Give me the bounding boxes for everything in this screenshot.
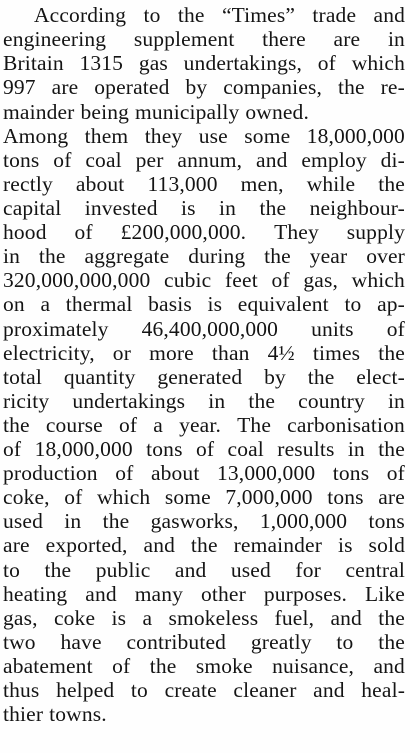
- word: quantity: [63, 365, 136, 389]
- word: on: [3, 292, 25, 316]
- word: many: [134, 582, 184, 606]
- word: and: [256, 148, 288, 172]
- word: public: [95, 558, 151, 582]
- word: the: [38, 244, 66, 268]
- word: proximately: [3, 317, 109, 341]
- word: over: [366, 244, 405, 268]
- word: more: [149, 341, 194, 365]
- word: some: [164, 485, 211, 509]
- word: “Times”: [221, 3, 296, 27]
- word: and: [373, 3, 405, 27]
- word: mainder: [3, 100, 75, 124]
- word: gas,: [3, 606, 38, 630]
- word: smoke: [195, 654, 253, 678]
- word: year.: [179, 413, 222, 437]
- word: annum,: [177, 148, 243, 172]
- word: employ: [301, 148, 367, 172]
- word: them: [84, 124, 129, 148]
- word: remainder: [233, 533, 323, 557]
- word: basis: [148, 292, 192, 316]
- word: undertakings: [72, 389, 186, 413]
- word: According: [34, 3, 127, 27]
- word: a: [40, 292, 51, 316]
- word: which: [351, 51, 405, 75]
- word: used: [3, 509, 44, 533]
- word: generated: [157, 365, 243, 389]
- word: by: [185, 75, 208, 99]
- word: helped: [56, 678, 115, 702]
- word: units: [311, 317, 354, 341]
- word: of: [317, 51, 336, 75]
- word: create: [164, 678, 217, 702]
- word: and: [143, 533, 175, 557]
- word: there: [262, 27, 306, 51]
- word: of: [64, 485, 83, 509]
- word: coal: [227, 437, 264, 461]
- word: in: [64, 509, 82, 533]
- word: supplement: [133, 27, 235, 51]
- word: fuel,: [274, 606, 315, 630]
- word: in: [347, 437, 365, 461]
- word: nuisance,: [272, 654, 355, 678]
- word: 18,000,000: [34, 437, 133, 461]
- word: central: [345, 558, 405, 582]
- word: for: [295, 558, 321, 582]
- word: is: [337, 533, 353, 557]
- word: tons: [3, 148, 40, 172]
- word: They: [274, 220, 319, 244]
- word: ricity: [3, 389, 50, 413]
- word: neighbour-: [309, 196, 405, 220]
- word: use: [198, 124, 228, 148]
- word: are: [51, 75, 79, 99]
- word: ap-: [377, 292, 405, 316]
- word: of: [115, 461, 134, 485]
- word: rectly: [3, 172, 53, 196]
- word: to: [344, 292, 362, 316]
- word: coal: [85, 148, 122, 172]
- word: and: [330, 606, 362, 630]
- word: Like: [364, 582, 405, 606]
- word: the: [44, 558, 72, 582]
- word: the: [177, 3, 205, 27]
- word: 4½: [267, 341, 295, 365]
- word: tons: [332, 461, 370, 485]
- word: tons: [368, 509, 405, 533]
- word: the: [378, 172, 405, 196]
- word: during: [188, 244, 246, 268]
- word: country: [298, 389, 365, 413]
- word: trade: [312, 3, 357, 27]
- word: is: [111, 606, 127, 630]
- word: the: [102, 509, 130, 533]
- word: in: [387, 27, 405, 51]
- word: heating: [3, 582, 68, 606]
- word: to: [3, 558, 21, 582]
- word: 997: [3, 75, 36, 99]
- word: of: [118, 413, 138, 437]
- word: 18,000,000: [306, 124, 405, 148]
- word: the: [307, 365, 335, 389]
- word: and: [313, 678, 345, 702]
- word: which: [97, 485, 151, 509]
- word: £200,000,000.: [120, 220, 247, 244]
- word: of: [3, 437, 22, 461]
- word: 13,000,000: [217, 461, 316, 485]
- word: and: [373, 654, 405, 678]
- word: 320,000,000,000: [3, 268, 151, 292]
- word: thier: [3, 702, 44, 726]
- word: the: [378, 437, 405, 461]
- word: cubic: [164, 268, 212, 292]
- word: feet: [225, 268, 258, 292]
- word: municipally: [135, 100, 240, 124]
- word: to: [336, 630, 354, 654]
- word: are: [3, 533, 30, 557]
- word: the: [149, 654, 177, 678]
- word: thus: [3, 678, 40, 702]
- word: while: [306, 172, 356, 196]
- word: are: [378, 485, 405, 509]
- word: coke,: [3, 485, 50, 509]
- word: owned.: [245, 100, 309, 124]
- word: 46,400,000,000: [141, 317, 279, 341]
- word: course: [45, 413, 103, 437]
- word: results: [277, 437, 335, 461]
- word: which: [351, 268, 405, 292]
- word: other: [200, 582, 246, 606]
- word: total: [3, 365, 42, 389]
- word: Britain: [3, 51, 64, 75]
- word: smokeless: [168, 606, 259, 630]
- word: undertakings,: [183, 51, 303, 75]
- word: of: [74, 220, 93, 244]
- word: and: [85, 582, 117, 606]
- word: tons: [327, 485, 364, 509]
- word: invested: [84, 196, 158, 220]
- word: the: [378, 606, 405, 630]
- word: in: [208, 389, 226, 413]
- word: operated: [94, 75, 170, 99]
- word: exported,: [45, 533, 128, 557]
- word: by: [264, 365, 286, 389]
- word: used: [230, 558, 271, 582]
- word: purposes.: [263, 582, 348, 606]
- word: of: [386, 317, 405, 341]
- word: about: [75, 172, 125, 196]
- word: the: [3, 413, 30, 437]
- word: in: [3, 244, 21, 268]
- word: times: [312, 341, 361, 365]
- word: 113,000: [147, 172, 218, 196]
- word: re-: [380, 75, 405, 99]
- word: and: [174, 558, 207, 582]
- word: contributed: [126, 630, 227, 654]
- word: men,: [240, 172, 284, 196]
- word: two: [3, 630, 36, 654]
- word: 1315: [79, 51, 124, 75]
- word: capital: [3, 196, 62, 220]
- word: to: [143, 3, 161, 27]
- word: being: [80, 100, 130, 124]
- word: than: [211, 341, 250, 365]
- word: of: [271, 268, 290, 292]
- word: Among: [3, 124, 69, 148]
- word: the: [378, 630, 405, 654]
- word: about: [150, 461, 200, 485]
- word: di-: [380, 148, 405, 172]
- word: a: [142, 606, 153, 630]
- word: aggregate: [84, 244, 170, 268]
- word: gas: [138, 51, 168, 75]
- word: engineering: [3, 27, 107, 51]
- word: are: [333, 27, 361, 51]
- word: hood: [3, 220, 47, 244]
- word: heal-: [361, 678, 405, 702]
- word: equivalent: [237, 292, 329, 316]
- word: is: [181, 196, 196, 220]
- word: or: [112, 341, 132, 365]
- word: of: [386, 461, 405, 485]
- word: in: [387, 389, 405, 413]
- word: the: [378, 341, 405, 365]
- word: in: [219, 196, 237, 220]
- word: production: [3, 461, 98, 485]
- word: towns.: [49, 702, 107, 726]
- word: some: [244, 124, 291, 148]
- word: 1,000,000: [259, 509, 348, 533]
- word: the: [264, 244, 291, 268]
- word: of: [195, 437, 215, 461]
- word: have: [60, 630, 102, 654]
- word: of: [53, 148, 72, 172]
- word: per: [135, 148, 164, 172]
- word: greatly: [250, 630, 312, 654]
- word: the: [190, 533, 218, 557]
- word: gasworks,: [150, 509, 239, 533]
- word: abatement: [3, 654, 93, 678]
- word: the: [259, 196, 287, 220]
- word: gas,: [303, 268, 338, 292]
- word: tons: [146, 437, 183, 461]
- word: elect-: [356, 365, 405, 389]
- word: the: [337, 75, 365, 99]
- word: year: [309, 244, 348, 268]
- word: supply: [346, 220, 405, 244]
- word: is: [207, 292, 223, 316]
- word: cleaner: [233, 678, 297, 702]
- word: coke: [53, 606, 96, 630]
- word: they: [144, 124, 183, 148]
- word: the: [248, 389, 276, 413]
- word: companies,: [223, 75, 323, 99]
- word: sold: [368, 533, 405, 557]
- word: carbonisation: [287, 413, 405, 437]
- word: The: [237, 413, 272, 437]
- word: a: [153, 413, 163, 437]
- word: electricity,: [3, 341, 95, 365]
- word: of: [112, 654, 131, 678]
- text-line: [3, 699, 405, 729]
- word: thermal: [65, 292, 133, 316]
- word: to: [130, 678, 148, 702]
- word: 7,000,000: [225, 485, 313, 509]
